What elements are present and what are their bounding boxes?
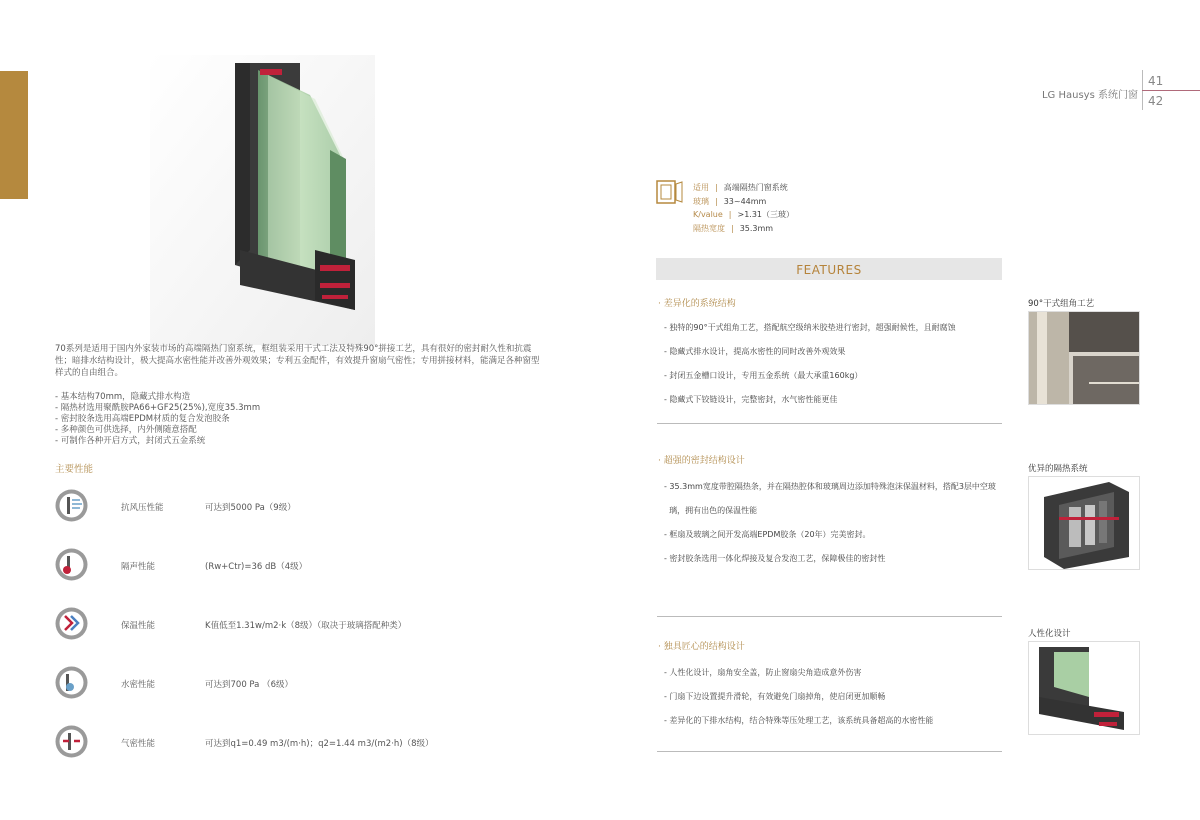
section-divider [657, 751, 1002, 752]
spec-key: 隔热宽度 [693, 223, 725, 233]
performance-value: 可达到5000 Pa（9级） [205, 503, 296, 513]
spec-key: K/value [693, 210, 723, 219]
spec-value: 35.3mm [739, 223, 774, 233]
intro-bullet: - 隔热材选用聚酰胺PA66+GF25(25%),宽度35.3mm [55, 403, 261, 413]
page-number-left: 41 [1148, 74, 1164, 88]
feature-item: - 隐藏式下铰链设计，完整密封，水气密性能更佳 [664, 395, 838, 404]
page-number-rule [1142, 90, 1200, 91]
water-tightness-icon [55, 666, 88, 699]
performance-row [55, 607, 515, 647]
performance-row [55, 489, 515, 529]
performance-name: 保温性能 [121, 621, 156, 631]
spec-key: 适用 [693, 183, 709, 192]
feature-item: - 密封胶条选用一体化焊接及复合发泡工艺，保障极佳的密封性 [664, 554, 886, 563]
spec-row: 适用 | 高端隔热门窗系统 [693, 181, 794, 195]
feature-item: 璃，拥有出色的保温性能 [664, 506, 758, 515]
feature-heading: · 差异化的系统结构 [658, 299, 736, 309]
wind-pressure-icon [55, 489, 88, 522]
performance-row [55, 548, 515, 588]
intro-bullet: - 基本结构70mm，隐藏式排水构造 [55, 392, 191, 402]
window-icon [656, 180, 684, 204]
thermal-insulation-icon [55, 607, 88, 640]
feature-item: - 框扇及玻璃之间开发高端EPDM胶条（20年）完美密封。 [664, 530, 871, 539]
brand-title: LG Hausys 系统门窗 [1041, 90, 1138, 101]
spec-row: 隔热宽度 | 35.3mm [693, 222, 794, 236]
performance-value: (Rw+Ctr)=36 dB（4级） [205, 562, 308, 572]
feature-item: - 独特的90°干式组角工艺，搭配航空级纳米胶垫进行密封，超强耐候性，且耐腐蚀 [664, 323, 956, 332]
spec-value: 33~44mm [723, 196, 767, 206]
thermal-system-photo [1028, 476, 1140, 570]
corner-joint-photo [1028, 311, 1140, 405]
spec-value: 高端隔热门窗系统 [723, 183, 788, 192]
side-image-title: 优异的隔热系统 [1028, 464, 1088, 474]
section-divider [657, 616, 1002, 617]
performance-name: 水密性能 [121, 680, 156, 690]
performance-value: 可达到700 Pa （6级） [205, 680, 293, 690]
sound-insulation-icon [55, 548, 88, 581]
intro-bullet: - 多种颜色可供选择，内外侧随意搭配 [55, 425, 197, 435]
performance-value: 可达到q1=0.49 m3/(m·h)；q2=1.44 m3/(m2·h)（8级） [205, 739, 434, 749]
feature-heading: · 独具匠心的结构设计 [658, 642, 745, 652]
spec-row: 玻璃 | 33~44mm [693, 195, 794, 209]
intro-bullet: - 可制作各种开启方式，封闭式五金系统 [55, 436, 206, 446]
features-title: FEATURES [796, 263, 862, 277]
gold-accent-bar [0, 71, 28, 199]
intro-paragraph: 70系列是适用于国内外家装市场的高端隔热门窗系统，框组装采用干式工法及特殊90°拼接工艺，具有很好的密封耐久性和抗震性；暗排水结构设计，极大提高水密性能并改善外观效果；专利五金配件，有效提升窗扇气密性；专用拼接材料，能满足各种窗型样式的自由组合。 [55, 344, 540, 378]
feature-item: - 隐藏式排水设计，提高水密性的同时改善外观效果 [664, 347, 846, 356]
intro-bullets [55, 392, 260, 447]
side-image-title: 人性化设计 [1028, 629, 1071, 639]
feature-item: - 35.3mm宽度带腔隔热条，并在隔热腔体和玻璃周边添加特殊泡沫保温材料，搭配3层中空玻 [664, 482, 996, 491]
spec-key: 玻璃 [693, 196, 709, 206]
feature-item: - 封闭五金槽口设计，专用五金系统（最大承重160kg） [664, 371, 863, 380]
performance-name: 隔声性能 [121, 562, 156, 572]
performance-row [55, 666, 515, 706]
feature-item: - 差异化的下排水结构，结合特殊等压处理工艺，该系统具备超高的水密性能 [664, 716, 934, 725]
humanized-design-photo [1028, 641, 1140, 735]
intro-bullet: - 密封胶条选用高端EPDM材质的复合发泡胶条 [55, 414, 230, 424]
side-image-title: 90°干式组角工艺 [1028, 299, 1095, 309]
performance-value: K值低至1.31w/m2·k（8级）（取决于玻璃搭配种类） [205, 621, 407, 631]
feature-heading: · 超强的密封结构设计 [658, 456, 745, 466]
window-profile-image [150, 55, 375, 345]
performance-name: 气密性能 [121, 739, 156, 749]
performance-title: 主要性能 [55, 464, 94, 475]
spec-list [693, 181, 794, 235]
section-divider [657, 423, 1002, 424]
feature-item: - 人性化设计，扇角安全盖，防止窗扇尖角造成意外伤害 [664, 668, 862, 677]
air-tightness-icon [55, 725, 88, 758]
page-number-right: 42 [1148, 94, 1164, 108]
spec-value: >1.31（三玻） [737, 210, 795, 219]
performance-row [55, 725, 515, 765]
spec-row: K/value | >1.31（三玻） [693, 208, 794, 222]
feature-item: - 门扇下边设置提升滑轮，有效避免门扇掉角，使启闭更加顺畅 [664, 692, 886, 701]
performance-name: 抗风压性能 [121, 503, 164, 513]
